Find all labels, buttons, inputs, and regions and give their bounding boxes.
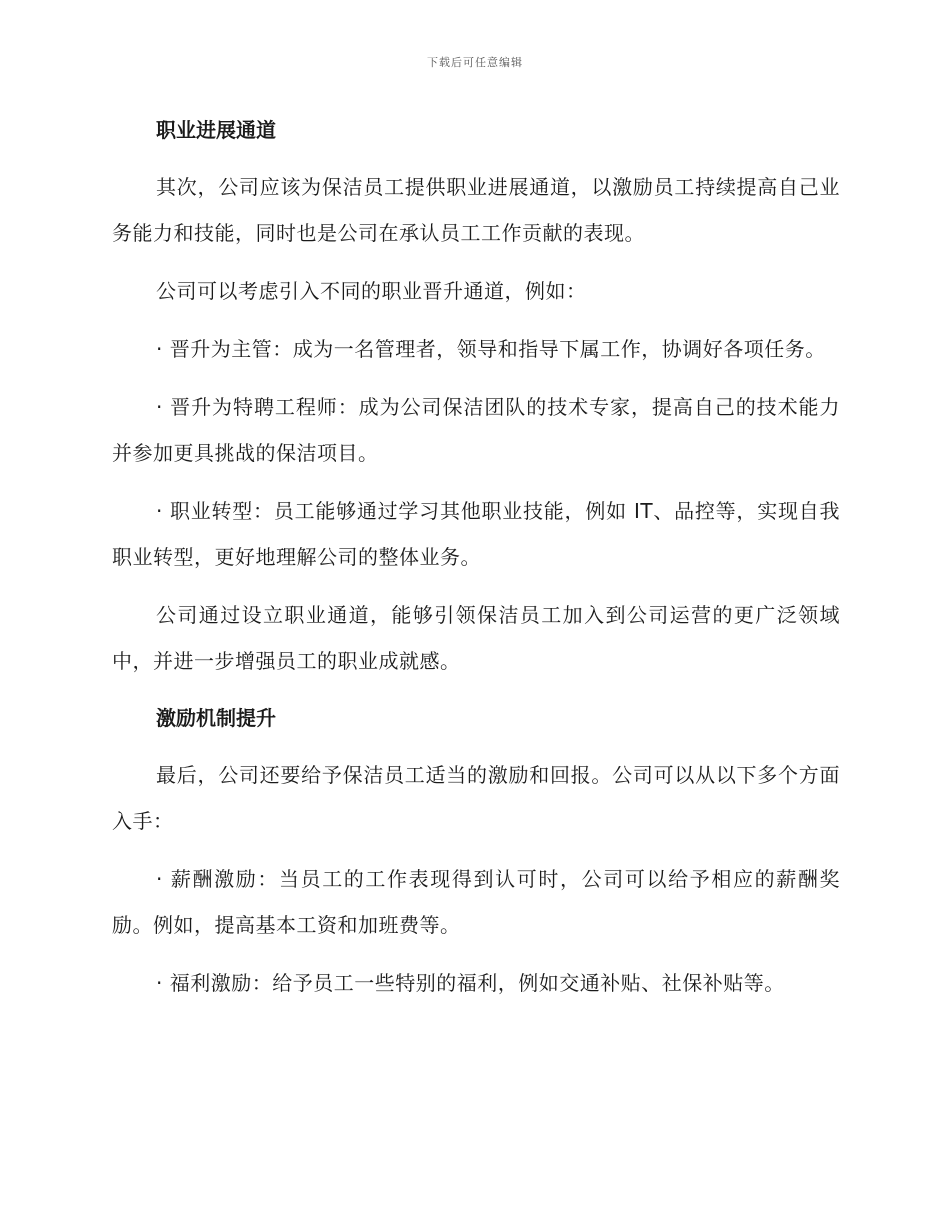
section-heading-incentive: 激励机制提升 — [156, 706, 276, 730]
document-content — [112, 108, 840, 1018]
bullet-paragraph: · 晋升为特聘工程师：成为公司保洁团队的技术专家，提高自己的技术能力并参加更具挑战的保洁项目。 — [112, 395, 840, 465]
paragraph: 最后，公司还要给予保洁员工适当的激励和回报。公司可以从以下多个方面入手： — [112, 763, 840, 833]
paragraph: 公司通过设立职业通道，能够引领保洁员工加入到公司运营的更广泛领域中，并进一步增强员工的职业成就感。 — [112, 603, 840, 673]
paragraph: 公司可以考虑引入不同的职业晋升通道，例如： — [156, 279, 587, 303]
header-note: 下载后可任意编辑 — [427, 56, 523, 69]
bullet-paragraph: · 职业转型：员工能够通过学习其他职业技能，例如 IT、品控等，实现自我职业转型，更好地理解公司的整体业务。 — [112, 499, 840, 569]
section-heading-career: 职业进展通道 — [156, 118, 276, 142]
bullet-paragraph: · 晋升为主管：成为一名管理者，领导和指导下属工作，协调好各项任务。 — [156, 337, 826, 361]
bullet-paragraph: · 薪酬激励：当员工的工作表现得到认可时，公司可以给予相应的薪酬奖励。例如，提高基本工资和加班费等。 — [112, 867, 840, 937]
paragraph: 其次，公司应该为保洁员工提供职业进展通道，以激励员工持续提高自己业务能力和技能，同时也是公司在承认员工工作贡献的表现。 — [112, 175, 840, 245]
bullet-paragraph: · 福利激励：给予员工一些特别的福利，例如交通补贴、社保补贴等。 — [156, 971, 785, 995]
